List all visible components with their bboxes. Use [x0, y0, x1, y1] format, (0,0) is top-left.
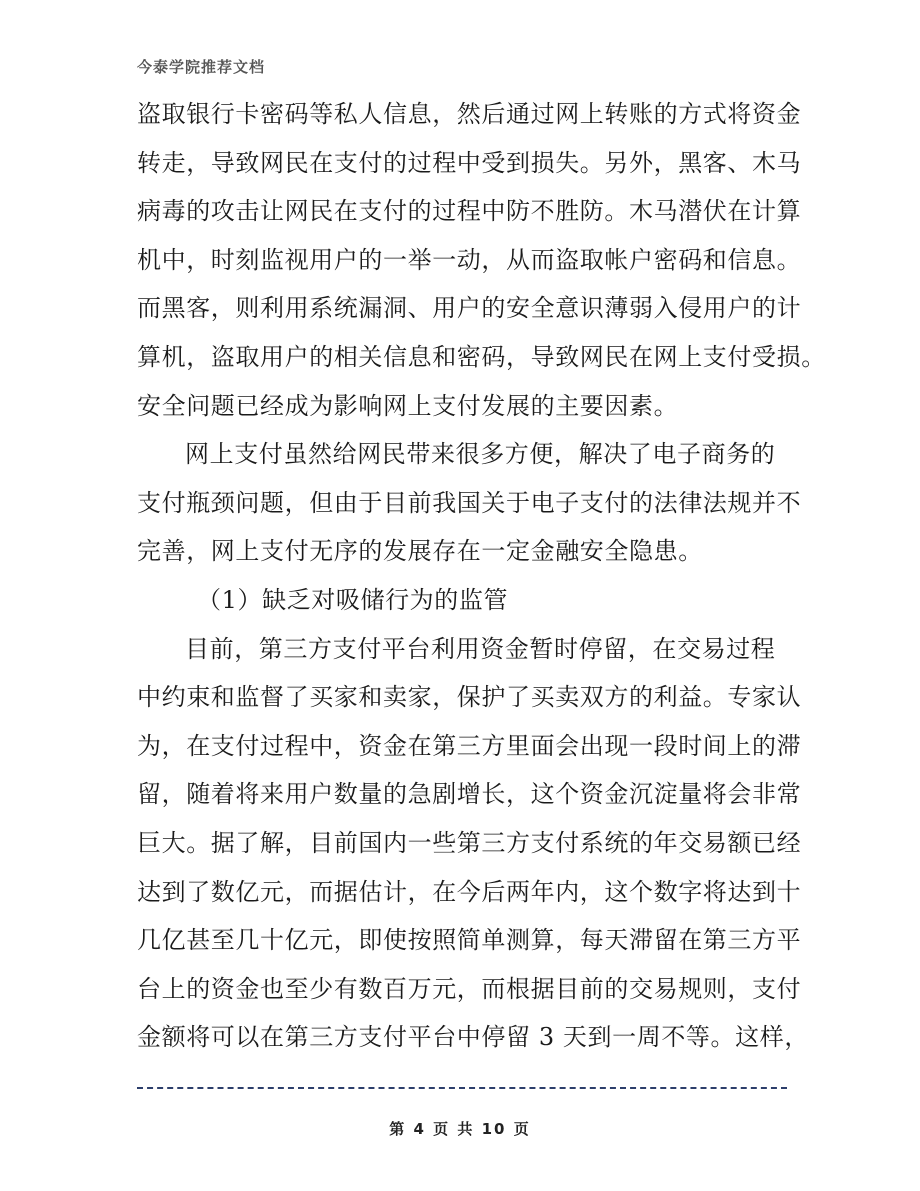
text-line: 支付瓶颈问题，但由于目前我国关于电子支付的法律法规并不: [137, 488, 802, 517]
text-line: 台上的资金也至少有数百万元，而根据目前的交易规则，支付: [137, 974, 802, 1003]
section-heading: （1）缺乏对吸储行为的监管: [197, 585, 509, 614]
page-header: 今泰学院推荐文档: [137, 58, 266, 76]
text-line: 病毒的攻击让网民在支付的过程中防不胜防。木马潜伏在计算: [137, 197, 802, 226]
body-text: [137, 100, 826, 1074]
text-line: 巨大。据了解，目前国内一些第三方支付系统的年交易额已经: [137, 828, 802, 857]
text-line: 金额将可以在第三方支付平台中停留 3 天到一周不等。这样，: [137, 1023, 809, 1052]
text-line: 网上支付虽然给网民带来很多方便，解决了电子商务的: [185, 440, 776, 469]
text-line: 安全问题已经成为影响网上支付发展的主要因素。: [137, 391, 679, 420]
text-line: 而黑客，则利用系统漏洞、用户的安全意识薄弱入侵用户的计: [137, 294, 802, 323]
text-line: 达到了数亿元，而据估计，在今后两年内，这个数字将达到十: [137, 877, 802, 906]
text-line: 中约束和监督了买家和卖家，保护了买卖双方的利益。专家认: [137, 683, 802, 712]
text-line: 目前，第三方支付平台利用资金暂时停留，在交易过程: [185, 634, 776, 663]
text-line: 留，随着将来用户数量的急剧增长，这个资金沉淀量将会非常: [137, 780, 802, 809]
text-line: 完善，网上支付无序的发展存在一定金融安全隐患。: [137, 537, 703, 566]
text-line: 机中，时刻监视用户的一举一动，从而盗取帐户密码和信息。: [137, 245, 802, 274]
text-line: 为，在支付过程中，资金在第三方里面会出现一段时间上的滞: [137, 731, 802, 760]
text-line: 算机，盗取用户的相关信息和密码，导致网民在网上支付受损。: [137, 342, 826, 371]
footer-divider: [137, 1087, 787, 1089]
text-line: 转走，导致网民在支付的过程中受到损失。另外，黑客、木马: [137, 148, 802, 177]
text-line: 盗取银行卡密码等私人信息，然后通过网上转账的方式将资金: [137, 100, 802, 128]
text-line: 几亿甚至几十亿元，即使按照简单测算，每天滞留在第三方平: [137, 926, 802, 955]
page-number: 第 4 页 共 10 页: [389, 1120, 531, 1138]
